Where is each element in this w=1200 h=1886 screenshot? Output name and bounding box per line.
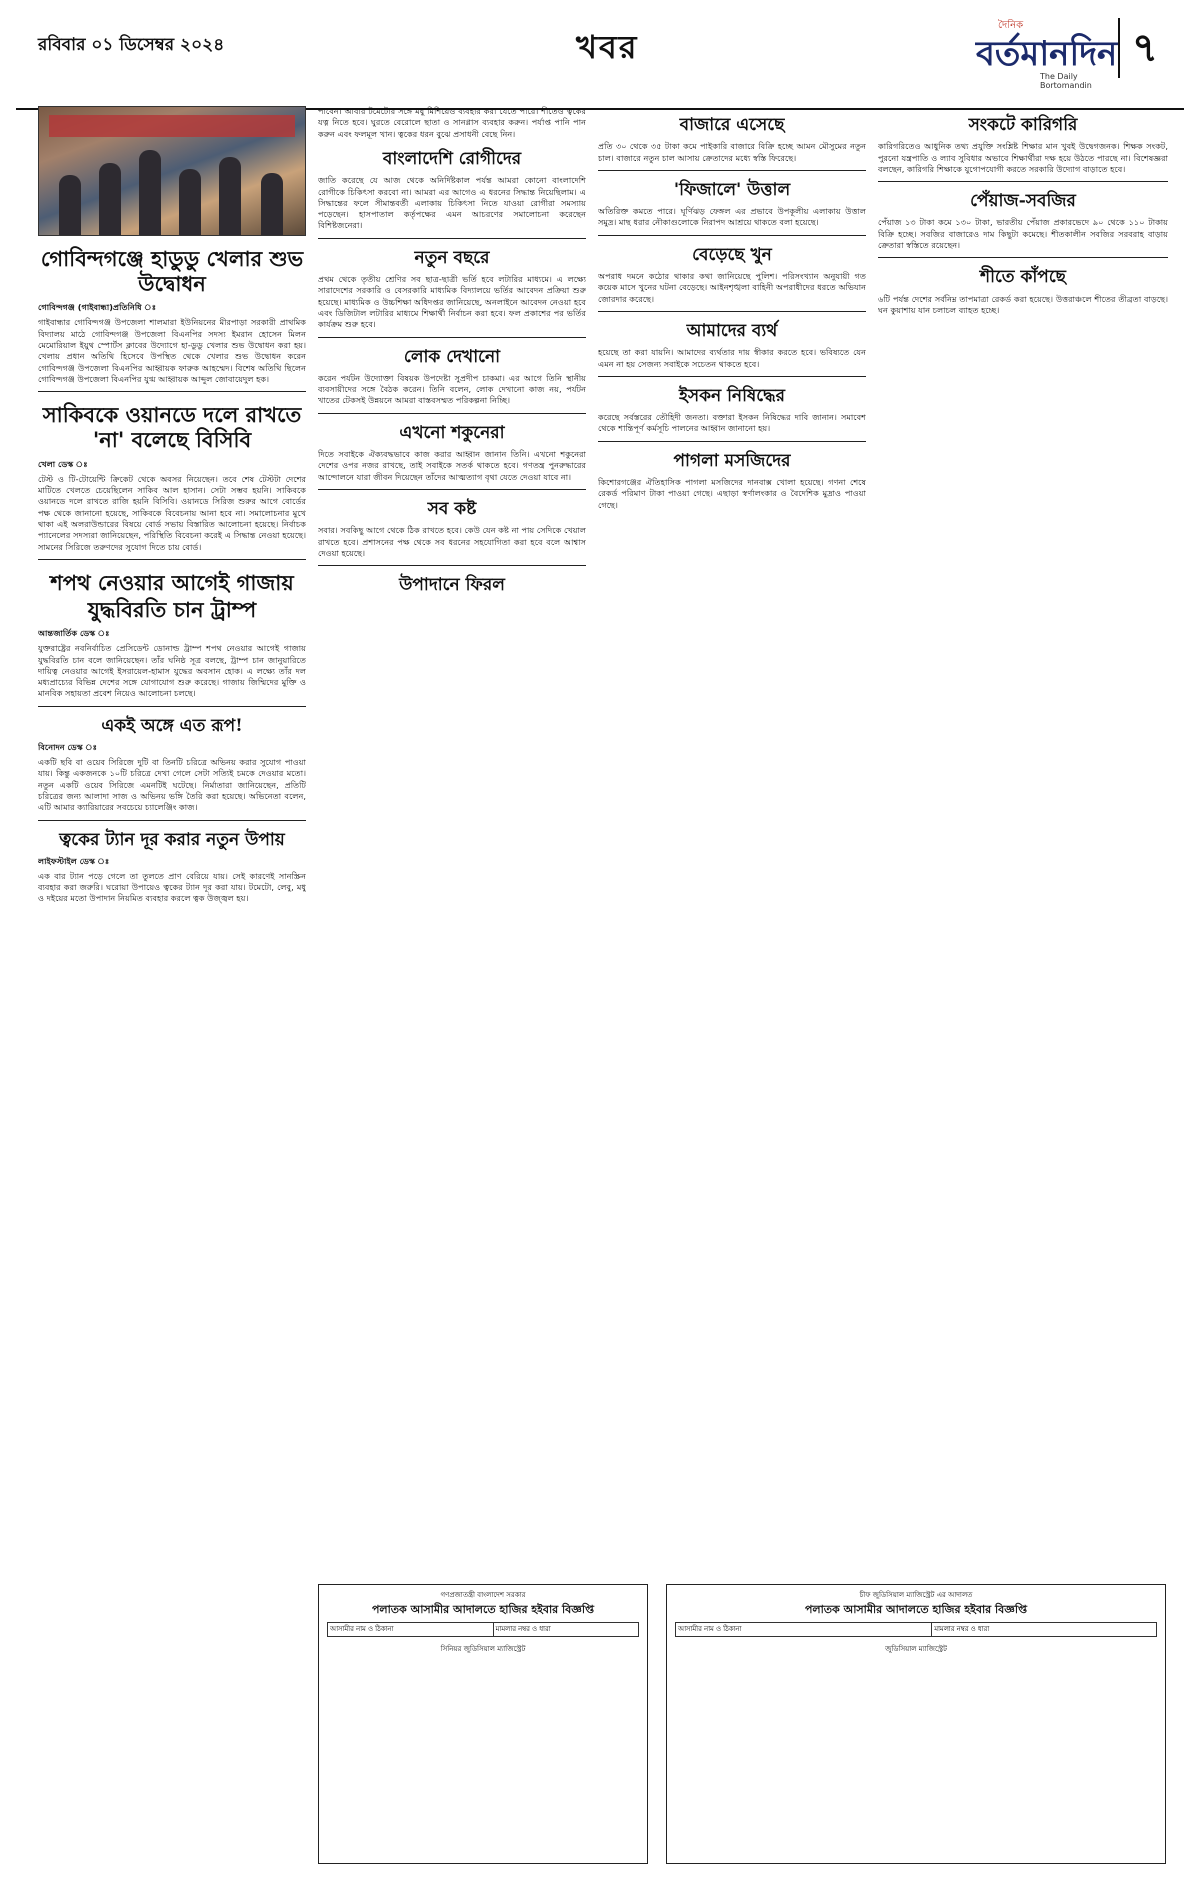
headline-songkot: সংকটে কারিগরি bbox=[968, 115, 1078, 135]
notice-col-a: আসামীর নাম ও ঠিকানা bbox=[676, 1623, 932, 1637]
columns bbox=[16, 106, 1184, 1876]
article-body: করেন পর্যটন উদ্যোক্তা বিষয়ক উপদেষ্টা সুপ্রদীপ চাকমা। এর আগে তিনি স্থানীয় ব্যবসায়ীদের সঙ্গে বৈঠক করেন। তিনি বলেন, লোক দেখানো কাজ নয়, পর্যটন খাতের টেকসই উন্নয়নে আমরা বাস্তবসম্মত পরিকল্পনা নিচ্ছি। bbox=[318, 372, 586, 406]
court-notice-left bbox=[318, 1584, 648, 1864]
article-body: একটি ছবি বা ওয়েব সিরিজে দুটি বা তিনটি চরিত্রে অভিনয় করার সুযোগ পাওয়া যায়। কিন্তু একজনকে ১০টি চরিত্রে দেখা গেলে সেটা সত্যিই চমকে দেওয়ার মতো। নতুন একটি ওয়েব সিরিজে এমনটিই ঘটেছে। নির্মাতারা জানিয়েছেন, প্রতিটি চরিত্রের জন্য আলাদা সাজ ও অভিনয় ভঙ্গি তৈরি করা হয়েছে। অভিনেতা বলেন, এটি আমার ক্যারিয়ারের সবচেয়ে চ্যালেঞ্জিং কাজ। bbox=[38, 757, 306, 813]
notice-footer: সিনিয়র জুডিসিয়াল ম্যাজিস্ট্রেট bbox=[440, 1645, 526, 1654]
article-body: প্রথম থেকে তৃতীয় শ্রেণির সব ছাত্র-ছাত্রী ভর্তি হবে লটারির মাধ্যমে। এ লক্ষ্যে সারাদেশের সরকারি ও বেসরকারি মাধ্যমিক বিদ্যালয়ে ভর্তির আবেদন প্রক্রিয়া শুরু হয়েছে। মাধ্যমিক ও উচ্চশিক্ষা অধিদপ্তর জানিয়েছে, অনলাইনে আবেদন নেওয়া হবে এবং ডিজিটাল লটারির মাধ্যমে শিক্ষার্থী নির্বাচন করা হবে। ফল প্রকাশের পর ভর্তির কার্যক্রম শুরু হবে। bbox=[318, 274, 586, 330]
article-body: টেস্ট ও টি-টোয়েন্টি ক্রিকেট থেকে অবসর নিয়েছেন। তবে শেষ টেস্টটা দেশের মাটিতে খেলতে চেয়েছিলেন সাকিব আল হাসান। সেটা সম্ভব হয়নি। সাকিবকে ওয়ানডে দলে রাখতে রাজি হয়নি বিসিবি। ওয়ানডে সিরিজ শুরুর আগে বোর্ডের পক্ষ থেকে জানানো হয়েছে, সাকিবকে বিবেচনায় আনা হবে না। সমালোচনার মুখে থাকা এই অলরাউন্ডারের বিষয়ে বোর্ড সভায় বিস্তারিত আলোচনা হয়েছে। নির্বাচক প্যানেলের সদস্যরা জানিয়েছেন, পরিস্থিতি বিবেচনা করেই এ সিদ্ধান্ত নেওয়া হয়েছে। সামনের সিরিজে তরুণদের সুযোগ দিতে চায় বোর্ড। bbox=[38, 473, 306, 552]
photo-figure bbox=[219, 157, 241, 235]
divider bbox=[598, 376, 866, 377]
article-body: পাবেন। আবার টমেটোর সঙ্গে মধু মিশিয়েও ব্যবহার করা যেতে পারে। শীতেও ত্বকের যত্ন নিতে হবে। ঘুরতে বেরোলে ছাতা ও সানগ্লাস ব্যবহার করুন। পর্যাপ্ত পানি পান করুন এবং ফলমূল খান। ত্বকের ধরন বুঝে প্রসাধনী বেছে নিন। bbox=[318, 106, 586, 139]
divider bbox=[598, 441, 866, 442]
article-body: অতিরিক্ত কমতে পারে। ঘূর্ণিঝড় ফেঙ্গল এর প্রভাবে উপকূলীয় এলাকায় উত্তাল সমুদ্র। মাছ ধরার নৌকাগুলোকে নিরাপদ আশ্রয়ে থাকতে বলা হয়েছে। bbox=[598, 206, 866, 228]
headline-shokuner: এখনো শকুনেরা bbox=[399, 422, 505, 443]
divider bbox=[598, 235, 866, 236]
headline-new-year: নতুন বছরে bbox=[414, 247, 490, 268]
article-body: দিতে সবাইকে ঐক্যবদ্ধভাবে কাজ করার আহ্বান জানান তিনি। এখনো শকুনেরা দেশের ওপর নজর রাখছে, তাই সবাইকে সতর্ক থাকতে হবে। গণতন্ত্র পুনরুদ্ধারের আন্দোলনে যারা জীবন দিয়েছেন তাঁদের আত্মত্যাগ বৃথা যেতে দেওয়া যাবে না। bbox=[318, 449, 586, 482]
divider bbox=[38, 391, 306, 392]
divider bbox=[878, 181, 1168, 182]
headline-bazar: বাজারে এসেছে bbox=[679, 115, 785, 135]
headline-peyaj: পেঁয়াজ-সবজির bbox=[970, 191, 1076, 212]
article-body: হয়েছে তা করা যায়নি। আমাদের ব্যর্থতার দায় স্বীকার করতে হবে। ভবিষ্যতে যেন এমন না হয় সেজন্য সবাইকে সচেতন থাকতে হবে। bbox=[598, 347, 866, 369]
headline-fijal: 'ফিজালে' উত্তাল bbox=[673, 179, 791, 200]
notice-title: পলাতক আসামীর আদালতে হাজির হইবার বিজ্ঞপ্তি bbox=[804, 1603, 1028, 1617]
headline-tan: ত্বকের ট্যান দূর করার নতুন উপায় bbox=[59, 829, 285, 850]
column-1 bbox=[38, 106, 306, 1876]
headline-lok: লোক দেখানো bbox=[403, 346, 501, 367]
article-body: করেছে সর্বস্তরের তৌহিদী জনতা। বক্তারা ইসকন নিষিদ্ধের দাবি জানান। সমাবেশ থেকে শান্তিপূর্ণ কর্মসূচি পালনের আহ্বান জানানো হয়। bbox=[598, 412, 866, 434]
byline: বিনোদন ডেস্ক ঃ bbox=[38, 742, 98, 752]
article-body: ৬টি পর্যন্ত দেশের সর্বনিম্ন তাপমাত্রা রেকর্ড করা হয়েছে। উত্তরাঞ্চলে শীতের তীব্রতা বাড়ছে। ঘন কুয়াশায় যান চলাচল ব্যাহত হচ্ছে। bbox=[878, 293, 1168, 315]
article-body: কিশোরগঞ্জের ঐতিহাসিক পাগলা মসজিদের দানবাক্স খোলা হয়েছে। গণনা শেষে রেকর্ড পরিমাণ টাকা পাওয়া গেছে। এছাড়া স্বর্ণালংকার ও বৈদেশিক মুদ্রাও পাওয়া গেছে। bbox=[598, 476, 866, 510]
headline-sob: সব কষ্ট bbox=[427, 498, 477, 519]
byline: গোবিন্দগঞ্জ (গাইবান্ধা)প্রতিনিধি ঃ bbox=[38, 302, 157, 313]
article-body: গাইবান্ধার গোবিন্দগঞ্জ উপজেলা শালমারা ইউনিয়নের মীরপাড়া সরকারী প্রাথমিক বিদ্যালয় মাঠে গোবিন্দগঞ্জ উপজেলা বিএনপির সদস্য ইমরান হোসেন মিলন মেমোরিয়াল ইয়ুথ স্পোর্টস ক্লাবের উদ্যোগে হা-ডুডু খেলার শুভ উদ্বোধন করা হয়। খেলায় প্রধান অতিথি হিসেবে উপস্থিত থেকে খেলার শুভ উদ্বোধন করেন গোবিন্দগঞ্জ উপজেলা বিএনপির আহ্বায়ক ফারুক আহম্মেদ। বিশেষ অতিথি ছিলেন গোবিন্দগঞ্জ উপজেলা বিএনপির যুগ্ম আহ্বায়ক আব্দুল জোবায়েদুল হক। bbox=[38, 317, 306, 384]
divider bbox=[878, 257, 1168, 258]
notice-title: পলাতক আসামীর আদালতে হাজির হইবার বিজ্ঞপ্তি bbox=[371, 1603, 595, 1617]
court-notice-right bbox=[666, 1584, 1166, 1864]
headline-sheet: শীতে কাঁপছে bbox=[980, 267, 1066, 288]
photo-banner bbox=[49, 115, 295, 137]
notice-head: চীফ জুডিসিয়াল ম্যাজিস্ট্রেট এর আদালত bbox=[859, 1591, 973, 1599]
section-title: খবর bbox=[576, 28, 639, 66]
notice-table bbox=[675, 1622, 1157, 1637]
divider bbox=[318, 565, 586, 566]
photo-figure bbox=[179, 169, 201, 235]
divider bbox=[318, 489, 586, 490]
logo-prefix: দৈনিক bbox=[998, 20, 1024, 31]
headline-khun: বেড়েছে খুন bbox=[692, 244, 772, 265]
notice-footer: জুডিসিয়াল ম্যাজিস্ট্রেট bbox=[885, 1645, 947, 1654]
divider bbox=[598, 170, 866, 171]
byline: খেলা ডেস্ক ঃ bbox=[38, 458, 88, 469]
article-body: অপরাধ দমনে কঠোর থাকার কথা জানিয়েছে পুলিশ। পরিসংখ্যান অনুযায়ী গত কয়েক মাসে খুনের ঘটনা বেড়েছে। আইনশৃঙ্খলা বাহিনী অপরাধীদের ধরতে অভিযান জোরদার করেছে। bbox=[598, 271, 866, 304]
headline-shakib: সাকিবকে ওয়ানডে দলে রাখতে 'না' বলেছে বিসিবি bbox=[42, 402, 302, 453]
article-body: কারিগরিতেও আধুনিক তথ্য প্রযুক্তি সংশ্লিষ্ট শিক্ষার মান খুবই উদ্বেগজনক। শিক্ষক সংকট, পুরনো যন্ত্রপাতি ও ল্যাব সুবিধার অভাবে শিক্ষার্থীরা দক্ষ হয়ে উঠতে পারছে না। বিশেষজ্ঞরা বলছেন, কারিগরি শিক্ষাকে যুগোপযোগী করতে সরকারি উদ্যোগ বাড়াতে হবে। bbox=[878, 141, 1168, 174]
divider bbox=[598, 311, 866, 312]
logo-english: The Daily Bortomandin bbox=[1040, 72, 1092, 90]
divider bbox=[38, 706, 306, 707]
headline-bd-patient: বাংলাদেশি রোগীদের bbox=[382, 148, 522, 169]
byline: আন্তজার্তিক ডেস্ক ঃ bbox=[38, 628, 110, 639]
headline-gaza-line1: শপথ নেওয়ার আগেই গাজায় bbox=[50, 569, 294, 595]
article-body: পেঁয়াজ ১৩ টাকা কমে ১৩০ টাকা, ভারতীয় পেঁয়াজ প্রকারভেদে ৯০ থেকে ১১০ টাকায় বিক্রি হচ্ছে। সবজির বাজারেও দাম কিছুটা কমেছে। শীতকালীন সবজির সরবরাহ বাড়ায় ক্রেতারা স্বস্তিতে রয়েছেন। bbox=[878, 217, 1168, 251]
photo-figure bbox=[99, 163, 121, 235]
event-photo bbox=[38, 106, 306, 236]
divider bbox=[318, 413, 586, 414]
notice-col-b: মামলার নম্বর ও ধারা bbox=[493, 1623, 638, 1637]
divider bbox=[38, 559, 306, 560]
issue-date: রবিবার ০১ ডিসেম্বর ২০২৪ bbox=[38, 35, 225, 55]
masthead bbox=[16, 14, 1184, 110]
headline-hadudu: গোবিন্দগঞ্জে হাডুডু খেলার শুভ উদ্বোধন bbox=[40, 246, 304, 297]
headline-gaza-line2: যুদ্ধবিরতি চান ট্রাম্প bbox=[87, 597, 257, 622]
byline: লাইফস্টাইল ডেস্ক ঃ bbox=[38, 855, 110, 866]
newspaper-logo bbox=[976, 16, 1126, 88]
divider bbox=[318, 238, 586, 239]
photo-figure bbox=[261, 173, 283, 235]
notice-head: গণপ্রজাতন্ত্রী বাংলাদেশ সরকার bbox=[440, 1591, 526, 1599]
article-body: এক বার ট্যান পড়ে গেলে তা তুলতে প্রাণ বেরিয়ে যায়। সেই কারণেই সানস্ক্রিন ব্যবহার করা জরুরি। ঘরোয়া উপায়েও ত্বকের ট্যান দূর করা যায়। টমেটো, লেবু, মধু ও দইয়ের মতো উপাদান নিয়মিত ব্যবহার করলে ত্বক উজ্জ্বল হয়। bbox=[38, 870, 306, 904]
divider bbox=[318, 337, 586, 338]
article-body: প্রতি ৩০ থেকে ৩৫ টাকা কমে পাইকারি বাজারে বিক্রি হচ্ছে আমন মৌসুমের নতুন চাল। বাজারে নতুন চাল আসায় ক্রেতাদের মধ্যে স্বস্তি ফিরেছে। bbox=[598, 141, 866, 163]
article-body: জাতি করেছে যে আজ থেকে অনির্দিষ্টকাল পর্যন্ত আমরা কোনো বাংলাদেশি রোগীকে চিকিৎসা করবো না। আমরা এর আগেও এ ধরনের সিদ্ধান্ত নিয়েছিলাম। এ সিদ্ধান্তের ফলে সীমান্তবর্তী এলাকায় চিকিৎসা নিতে যাওয়া রোগীরা সমস্যায় পড়েছেন। হাসপাতাল কর্তৃপক্ষের এমন আচরণের সমালোচনা করেছেন বিশিষ্টজনেরা। bbox=[318, 175, 586, 231]
notice-col-b: মামলার নম্বর ও ধারা bbox=[932, 1623, 1157, 1637]
notice-col-a: আসামীর নাম ও ঠিকানা bbox=[328, 1623, 494, 1637]
article-body: সবার। সবকিছু আগে থেকে ঠিক রাখতে হবে। কেউ যেন কষ্ট না পায় সেদিকে খেয়াল রাখতে হবে। প্রশাসনের পক্ষ থেকে সব ধরনের সহযোগিতা করা হবে বলে আশ্বাস দেওয়া হয়েছে। bbox=[318, 525, 586, 558]
headline-ekoi: একই অঙ্গে এত রূপ! bbox=[101, 715, 243, 736]
headline-upadan: উপাদানে ফিরল bbox=[399, 575, 505, 596]
photo-figure bbox=[139, 150, 161, 235]
notice-table bbox=[327, 1622, 639, 1637]
logo-name: বর্তমানদিন bbox=[976, 34, 1118, 74]
article-body: যুক্তরাষ্ট্রের নবনির্বাচিত প্রেসিডেন্ট ডোনাল্ড ট্রাম্প শপথ নেওয়ার আগেই গাজায় যুদ্ধবিরতি চান বলে জানিয়েছেন। তাঁর ঘনিষ্ঠ সূত্র বলছে, ট্রাম্প চান জানুয়ারিতে দায়িত্ব নেওয়ার আগেই ইসরায়েল-হামাস যুদ্ধের অবসান হোক। এ লক্ষ্যে তাঁর দল মধ্যপ্রাচ্যের বিভিন্ন দেশের সঙ্গে যোগাযোগ শুরু করেছে। গাজায় জিম্মিদের মুক্তি ও মানবিক সহায়তা প্রবেশ নিয়েও আলোচনা চলছে। bbox=[38, 643, 306, 699]
headline-byartho: আমাদের ব্যর্থ bbox=[686, 320, 778, 341]
headline-pagla: পাগলা মসজিদের bbox=[673, 450, 791, 471]
divider bbox=[38, 820, 306, 821]
page-number: ৭ bbox=[1118, 18, 1170, 78]
headline-iskcon: ইসকন নিষিদ্ধের bbox=[679, 385, 785, 406]
photo-figure bbox=[59, 175, 81, 235]
